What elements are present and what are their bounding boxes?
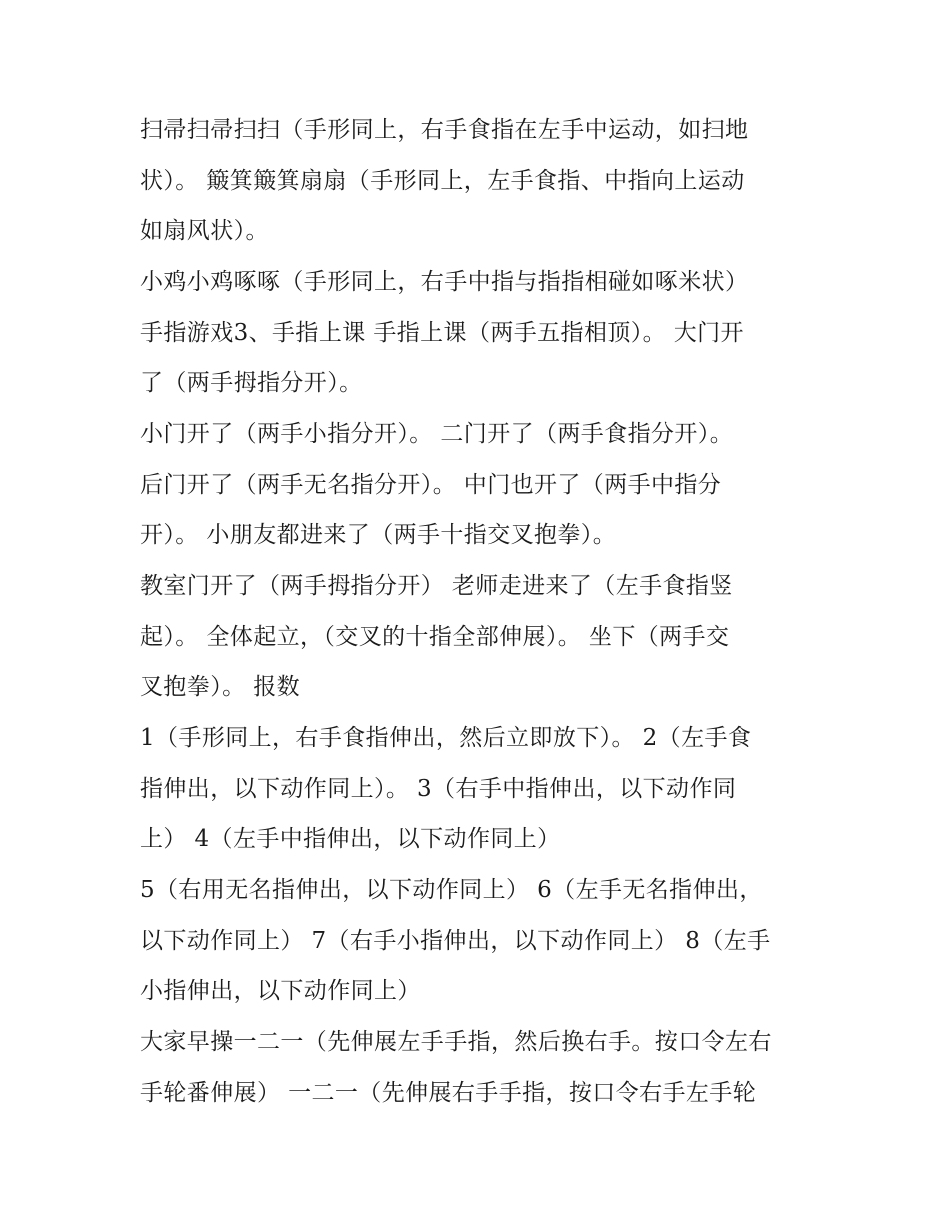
text-line: 后门开了（两手无名指分开）。 中门也开了（两手中指分 [140, 472, 722, 498]
text-line: 教室门开了（两手拇指分开） 老师走进来了（左手食指竖 [140, 573, 733, 599]
text-line: 小门开了（两手小指分开）。 二门开了（两手食指分开）。 [140, 421, 734, 447]
text-line: 以下动作同上） 7（右手小指伸出，以下动作同上） 8（左手 [140, 928, 771, 954]
text-line: 扫帚扫帚扫扫（手形同上，右手食指在左手中运动，如扫地 [140, 117, 749, 143]
text-line: 1（手形同上，右手食指伸出，然后立即放下）。 2（左手食 [140, 725, 752, 751]
text-line: 手指游戏3、手指上课 手指上课（两手五指相顶）。 大门开 [140, 320, 744, 346]
text-line: 起）。 全体起立，（交叉的十指全部伸展）。 坐下（两手交 [140, 624, 730, 650]
text-line: 如扇风状）。 [140, 218, 269, 244]
text-line: 叉抱拳）。 报数 [140, 674, 301, 700]
text-line: 大家早操一二一（先伸展左手手指，然后换右手。按口令左右 [140, 1029, 772, 1055]
text-line: 了（两手拇指分开）。 [140, 370, 363, 396]
text-line: 状）。 簸箕簸箕扇扇（手形同上，左手食指、中指向上运动 [140, 168, 745, 194]
text-line: 指伸出，以下动作同上）。 3（右手中指伸出，以下动作同 [140, 776, 737, 802]
text-line: 开）。 小朋友都进来了（两手十指交叉抱拳）。 [140, 522, 617, 548]
text-line: 上） 4（左手中指伸出，以下动作同上） [140, 826, 561, 852]
text-line: 5（右用无名指伸出，以下动作同上） 6（左手无名指伸出， [140, 877, 763, 903]
text-line: 小指伸出，以下动作同上） [140, 978, 421, 1004]
text-line: 小鸡小鸡啄啄（手形同上，右手中指与指指相碰如啄米状） [140, 269, 749, 295]
text-line: 手轮番伸展） 一二一（先伸展右手手指，按口令右手左手轮 [140, 1080, 757, 1106]
